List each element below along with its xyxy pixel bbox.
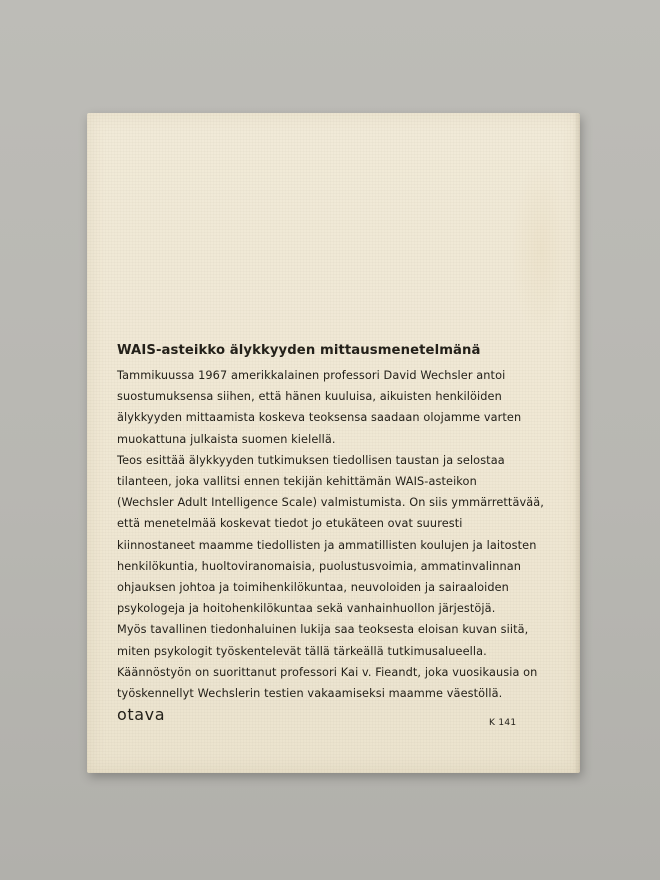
- text-line: älykkyyden mittaamista koskeva teoksensa saadaan olojamme varten: [117, 411, 522, 425]
- text-line: työskennellyt Wechslerin testien vakaamiseksi maamme väestöllä.: [117, 687, 503, 701]
- text-line: psykologeja ja hoitohenkilökuntaa sekä vanhainhuollon järjestöjä.: [117, 602, 496, 616]
- text-line: muokattuna julkaista suomen kielellä.: [117, 432, 336, 446]
- paragraph-3: [117, 619, 557, 661]
- paragraph-1: [117, 365, 557, 450]
- publisher-logo: otava: [117, 705, 166, 724]
- paragraph-2: [117, 450, 557, 620]
- book-back-cover: [87, 113, 580, 773]
- book-title: WAIS-asteikko älykkyyden mittausmenetelmänä: [117, 343, 481, 358]
- paragraph-4: [117, 662, 557, 704]
- text-line: ohjauksen johtoa ja toimihenkilökuntaa, neuvoloiden ja sairaaloiden: [117, 581, 509, 595]
- book-edge: [574, 113, 580, 773]
- text-line: (Wechsler Adult Intelligence Scale) valmistumista. On siis ymmärrettävää,: [117, 496, 544, 510]
- catalog-code: K 141: [489, 718, 517, 728]
- text-line: kiinnostaneet maamme tiedollisten ja ammatillisten koulujen ja laitosten: [117, 538, 537, 552]
- blurb: [117, 341, 557, 704]
- text-line: henkilökuntia, huoltoviranomaisia, puolustusvoimia, ammatinvalinnan: [117, 559, 522, 573]
- text-line: miten psykologit työskentelevät tällä tärkeällä tutkimusalueella.: [117, 644, 487, 658]
- text-line: Teos esittää älykkyyden tutkimuksen tiedollisen taustan ja selostaa: [117, 453, 505, 467]
- paper-stain: [511, 159, 571, 339]
- text-line: että menetelmää koskevat tiedot jo etukäteen ovat suuresti: [117, 517, 463, 531]
- text-line: Käännöstyön on suorittanut professori Kai v. Fieandt, joka vuosikausia on: [117, 665, 538, 679]
- text-line: Tammikuussa 1967 amerikkalainen professori David Wechsler antoi: [117, 369, 506, 382]
- text-line: Myös tavallinen tiedonhaluinen lukija saa teoksesta eloisan kuvan siitä,: [117, 623, 529, 637]
- text-line: tilanteen, joka vallitsi ennen tekijän kehittämän WAIS-asteikon: [117, 475, 477, 489]
- text-line: suostumuksensa siihen, että hänen kuuluisa, aikuisten henkilöiden: [117, 390, 502, 404]
